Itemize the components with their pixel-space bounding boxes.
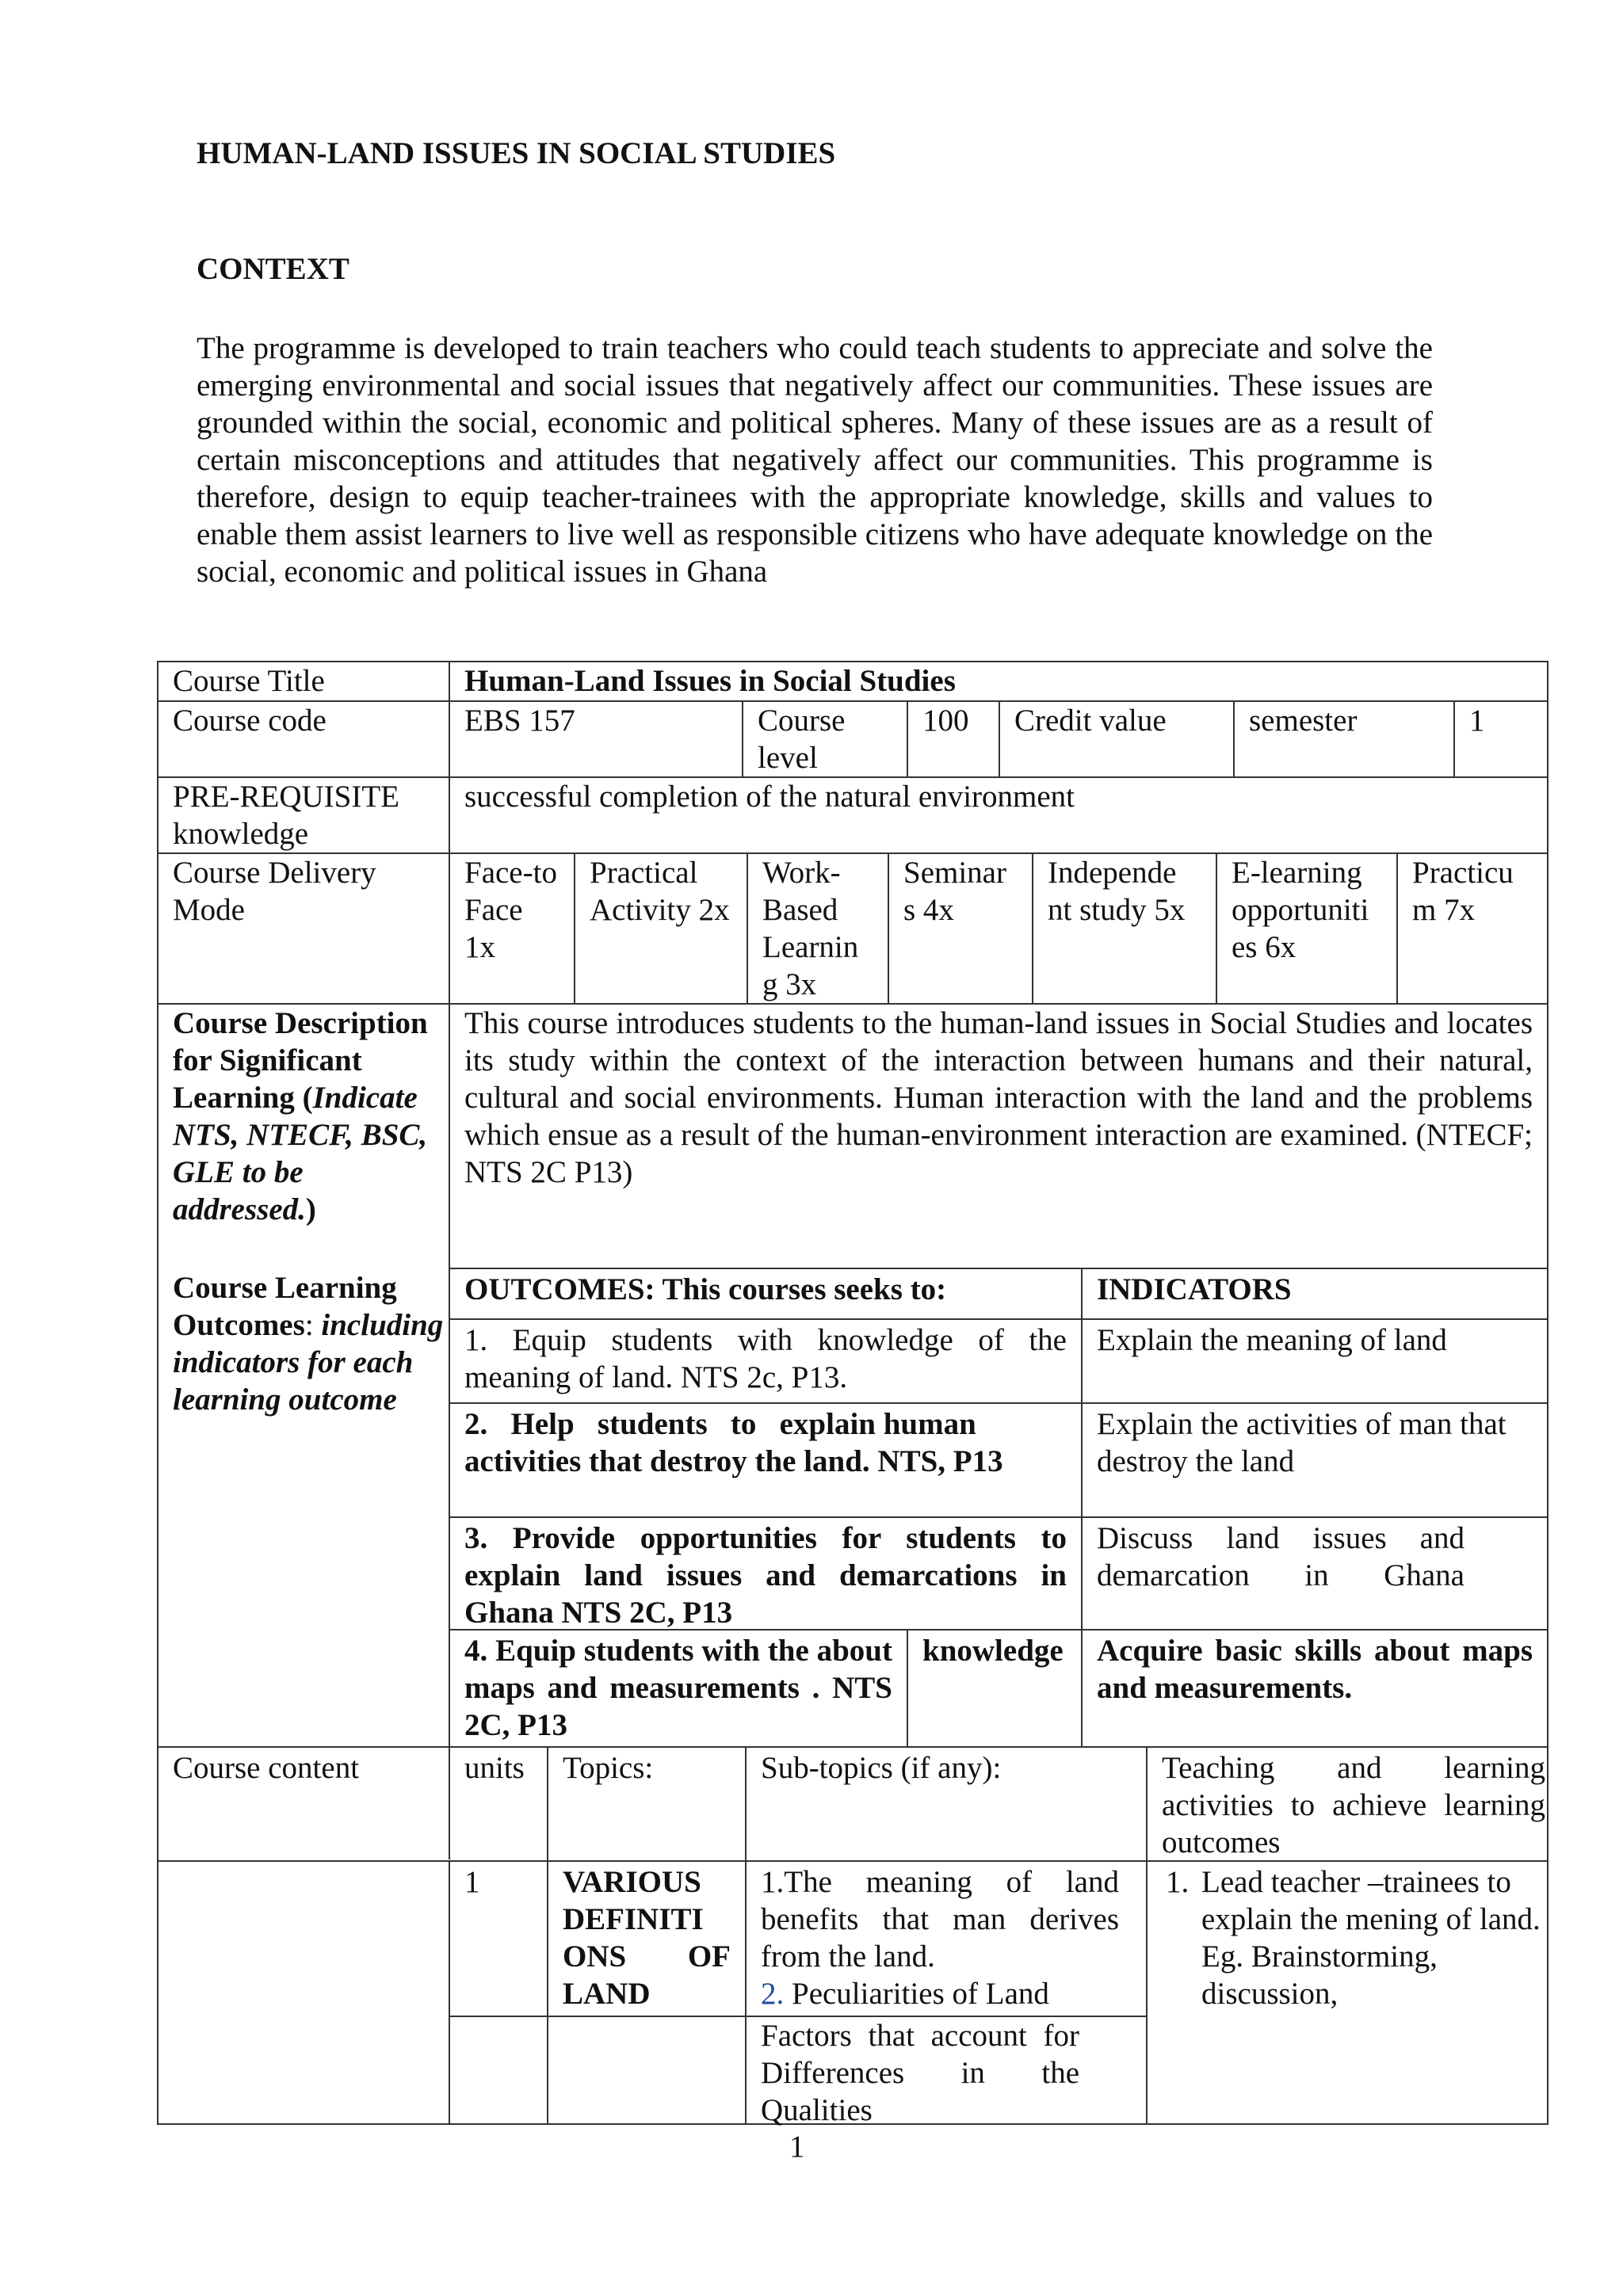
context-paragraph: The programme is developed to train teachers who could teach students to appreciate and solve the emerging environmental and social issues that negatively affect our communities. These issues are grounded within the social, economic and political spheres. Many of these issues are as a result of certain misconceptions and attitudes that negatively affect our communities. This programme is therefore, design to equip teacher-trainees with the appropriate knowledge, skills and values to enable them assist learners to live well as responsible citizens who have adequate knowledge on the social, economic and political issues in Ghana xyxy=(197,331,1433,589)
subtopic-1: 1.The meaning of land benefits that man derives from the land. 2. Peculiarities of Land xyxy=(761,1865,1119,2011)
semester-label: semester xyxy=(1249,704,1358,738)
context-heading: CONTEXT xyxy=(197,252,349,286)
outcomes-header: OUTCOMES: This courses seeks to: xyxy=(464,1272,947,1306)
prerequisite-label: PRE-REQUISITE knowledge xyxy=(173,780,399,851)
delivery-e-learning: E-learning opportuniti es 6x xyxy=(1232,856,1369,964)
delivery-practicum: Practicu m 7x xyxy=(1412,856,1514,927)
delivery-face-to-face: Face-to Face 1x xyxy=(464,856,557,964)
delivery-work-based: Work-Based Learnin g 3x xyxy=(762,856,859,1001)
delivery-seminars: Seminar s 4x xyxy=(903,856,1006,927)
course-code-label: Course code xyxy=(173,704,327,738)
description-label: Course Description for Significant Learning (Indicate NTS, NTECF, BSC, GLE to be addressed.) xyxy=(173,1006,428,1226)
indicator-3: Discuss land issues and demarcation in Ghana xyxy=(1097,1521,1465,1592)
document-title: HUMAN-LAND ISSUES IN SOCIAL STUDIES xyxy=(197,136,836,170)
unit-topic: VARIOUS DEFINITI ONS OF LAND xyxy=(563,1865,731,2011)
course-level-value: 100 xyxy=(922,704,969,738)
delivery-mode-label: Course Delivery Mode xyxy=(173,856,376,927)
units-header: units xyxy=(464,1751,525,1785)
subtopics-header: Sub-topics (if any): xyxy=(761,1751,1002,1785)
indicator-2: Explain the activities of man that destroy the land xyxy=(1097,1407,1507,1478)
description-value: This course introduces students to the human-land issues in Social Studies and locates its study within the context of the interaction between humans and their natural, cultural and social environments. Human interaction with the land and the problems which ensue as a result of the human-environment interaction are examined. (NTECF; NTS 2C P13) xyxy=(464,1006,1533,1189)
course-title-value: Human-Land Issues in Social Studies xyxy=(464,664,956,698)
outcome-4-extra: knowledge xyxy=(922,1634,1064,1668)
outcomes-label: Course Learning Outcomes: including indicators for each learning outcome xyxy=(173,1271,444,1417)
activity-1: 1. Lead teacher –trainees to explain the mening of land. Eg. Brainstorming, discussion, xyxy=(1197,1863,1547,2012)
course-code-value: EBS 157 xyxy=(464,704,575,738)
subtopic-2-number: 2. xyxy=(761,1977,785,2011)
course-content-label: Course content xyxy=(173,1751,360,1785)
course-level-label: Course level xyxy=(758,704,846,775)
page-number: 1 xyxy=(789,2130,805,2164)
delivery-practical: Practical Activity 2x xyxy=(590,856,730,927)
subtopic-2: Peculiarities of Land xyxy=(784,1977,1049,2011)
activities-header: Teaching and learning activities to achieve learning outcomes xyxy=(1162,1751,1545,1859)
subtopic-3: Factors that account for Differences in the Qualities xyxy=(761,2019,1079,2127)
unit-number: 1 xyxy=(464,1865,480,1899)
delivery-independent-study: Independe nt study 5x xyxy=(1048,856,1186,927)
course-title-label: Course Title xyxy=(173,664,325,698)
indicator-4: Acquire basic skills about maps and measurements. xyxy=(1097,1634,1533,1705)
outcome-4: 4. Equip students with the about maps and measurements . NTS 2C, P13 xyxy=(464,1634,892,1742)
credit-value-label: Credit value xyxy=(1014,704,1167,738)
prerequisite-value: successful completion of the natural environment xyxy=(464,780,1075,814)
activity-1-item xyxy=(1148,1863,1547,2012)
outcome-1: 1. Equip students with knowledge of the meaning of land. NTS 2c, P13. xyxy=(464,1323,1067,1394)
indicators-header: INDICATORS xyxy=(1097,1272,1292,1306)
indicator-1: Explain the meaning of land xyxy=(1097,1323,1447,1357)
outcome-3: 3. Provide opportunities for students to explain land issues and demarcations in Ghana NTS 2C, P13 xyxy=(464,1521,1067,1630)
outcome-2: 2. Help students to explain human activities that destroy the land. NTS, P13 xyxy=(464,1407,1003,1478)
topics-header: Topics: xyxy=(563,1751,654,1785)
semester-value: 1 xyxy=(1469,704,1485,738)
